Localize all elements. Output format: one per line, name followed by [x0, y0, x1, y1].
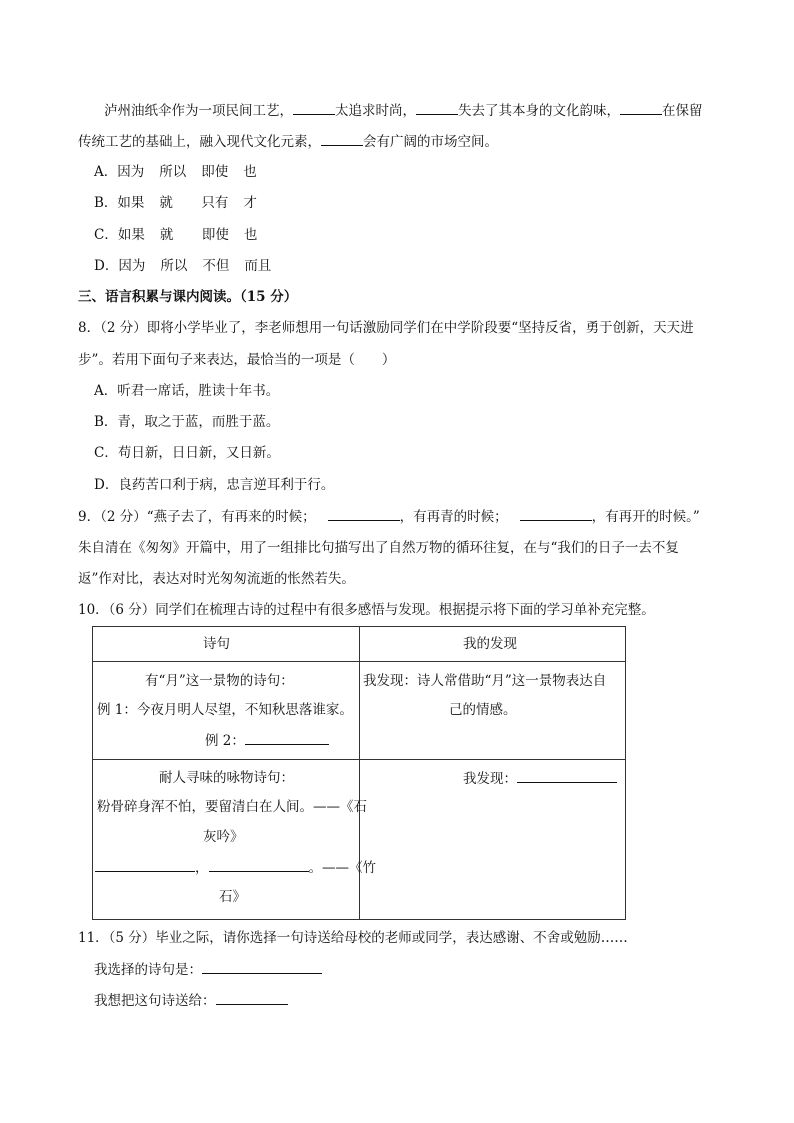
option-word: 就	[159, 195, 173, 211]
row2-example-1-cont: 灰吟》	[203, 829, 244, 845]
q9-text: ，有再青的时候；	[399, 509, 508, 525]
q7-passage-text: 失去了其本身的文化韵味，	[458, 103, 620, 119]
option-word: 即使	[201, 227, 229, 243]
answer-blank[interactable]	[202, 959, 322, 974]
option-word: 如果	[117, 195, 145, 211]
q9-stem-line-1	[78, 506, 700, 527]
option-word: 不但	[202, 258, 230, 274]
option-word: 所以	[160, 258, 188, 274]
option-word: 也	[243, 164, 257, 180]
finding-label: 我发现：	[463, 771, 517, 787]
row1-example-2	[205, 730, 329, 751]
table-divider	[93, 759, 625, 760]
row2-poem-title: 耐人寻味的咏物诗句：	[159, 770, 294, 786]
answer-blank[interactable]	[321, 131, 363, 146]
q9-text: 9．（2 分）“燕子去了，有再来的时候；	[78, 509, 316, 525]
q11-recipient	[94, 990, 288, 1011]
study-sheet-table	[92, 626, 626, 920]
option-letter: C．	[94, 227, 118, 243]
option-letter: D．	[94, 258, 119, 274]
option-word: 才	[243, 195, 257, 211]
q7-passage-line-2	[78, 131, 498, 152]
option-word: 即使	[201, 164, 229, 180]
option-word: 如果	[117, 227, 145, 243]
q7-passage-text: 传统工艺的基础上，融入现代文化元素，	[78, 134, 321, 150]
q8-option-b[interactable]: B．青，取之于蓝，而胜于蓝。	[94, 414, 280, 430]
table-divider	[93, 661, 625, 662]
row2-finding	[463, 768, 617, 789]
q7-option-a[interactable]	[94, 162, 257, 182]
q11-chosen-poem	[94, 959, 322, 980]
answer-blank[interactable]	[416, 100, 458, 115]
option-word: 所以	[159, 164, 187, 180]
option-letter: B．	[94, 195, 118, 211]
table-header-finding: 我的发现	[463, 636, 517, 652]
table-header-poem: 诗句	[203, 636, 230, 652]
q11-label: 我想把这句诗送给：	[94, 993, 216, 1009]
option-letter: A．	[94, 164, 118, 180]
option-word: 因为	[117, 164, 145, 180]
q7-option-b[interactable]	[94, 193, 257, 213]
row2-example-2-cont: 石》	[219, 889, 246, 905]
q9-text: ，有再开的时候。”	[591, 509, 700, 525]
q9-stem-line-2: 朱自清在《匆匆》开篇中，用了一组排比句描写出了自然万物的循环往复，在与“我们的日子一去不复	[78, 540, 679, 556]
answer-blank[interactable]	[520, 506, 592, 521]
q7-passage-text: 在保留	[662, 103, 703, 119]
q8-stem-line-2: 步”。若用下面句子来表达，最恰当的一项是（ ）	[78, 352, 396, 368]
q7-option-d[interactable]	[94, 256, 271, 276]
q9-stem-line-3: 返”作对比，表达对时光匆匆流逝的怅然若失。	[78, 571, 355, 587]
row1-finding-line-2: 己的情感。	[449, 702, 517, 718]
q7-passage-line-1	[104, 100, 703, 121]
q7-passage-text: 太追求时尚，	[335, 103, 416, 119]
answer-blank[interactable]	[245, 730, 329, 745]
option-word: 也	[243, 227, 258, 243]
answer-blank[interactable]	[620, 100, 662, 115]
row2-example-2	[95, 857, 376, 878]
q11-prompt: 11．（5 分）毕业之际，请你选择一句诗送给母校的老师或同学，表达感谢、不舍或勉励……	[78, 930, 628, 946]
answer-blank[interactable]	[209, 857, 309, 872]
answer-blank[interactable]	[328, 506, 400, 521]
source-text: 。——《竹	[308, 860, 376, 876]
q7-option-c[interactable]	[94, 225, 257, 245]
q8-stem-line-1: 8．（2 分）即将小学毕业了，李老师想用一句话激励同学们在中学阶段要“坚持反省，勇于创新，天天进	[78, 320, 694, 336]
option-word: 因为	[118, 258, 146, 274]
option-word: 而且	[244, 258, 272, 274]
option-word: 就	[159, 227, 174, 243]
q7-passage-text: 会有广阔的市场空间。	[363, 134, 498, 150]
example-2-label: 例 2：	[205, 733, 245, 749]
q7-passage-text: 泸州油纸伞作为一项民间工艺，	[104, 103, 293, 119]
row1-finding-line-1: 我发现：诗人常借助“月”这一景物表达自	[363, 673, 607, 689]
q8-option-c[interactable]: C．苟日新，日日新，又日新。	[94, 445, 280, 461]
separator-text: ，	[195, 860, 209, 876]
q8-option-a[interactable]: A．听君一席话，胜读十年书。	[94, 383, 280, 399]
row1-poem-title: 有“月”这一景物的诗句：	[145, 673, 294, 689]
q11-label: 我选择的诗句是：	[94, 962, 202, 978]
option-word: 只有	[201, 195, 229, 211]
row2-example-1: 粉骨碎身浑不怕，要留清白在人间。——《石	[97, 799, 367, 815]
answer-blank[interactable]	[95, 857, 195, 872]
answer-blank[interactable]	[216, 990, 288, 1005]
answer-blank[interactable]	[517, 768, 617, 783]
row1-example-1: 例 1：今夜月明人尽望，不知秋思落谁家。	[97, 702, 353, 718]
answer-blank[interactable]	[293, 100, 335, 115]
q8-option-d[interactable]: D．良药苦口利于病，忠言逆耳利于行。	[94, 477, 335, 493]
q10-prompt: 10．（6 分）同学们在梳理古诗的过程中有很多感悟与发现。根据提示将下面的学习单补充完整。	[78, 602, 655, 618]
section-heading: 三、语言积累与课内阅读。（15 分）	[78, 289, 298, 305]
